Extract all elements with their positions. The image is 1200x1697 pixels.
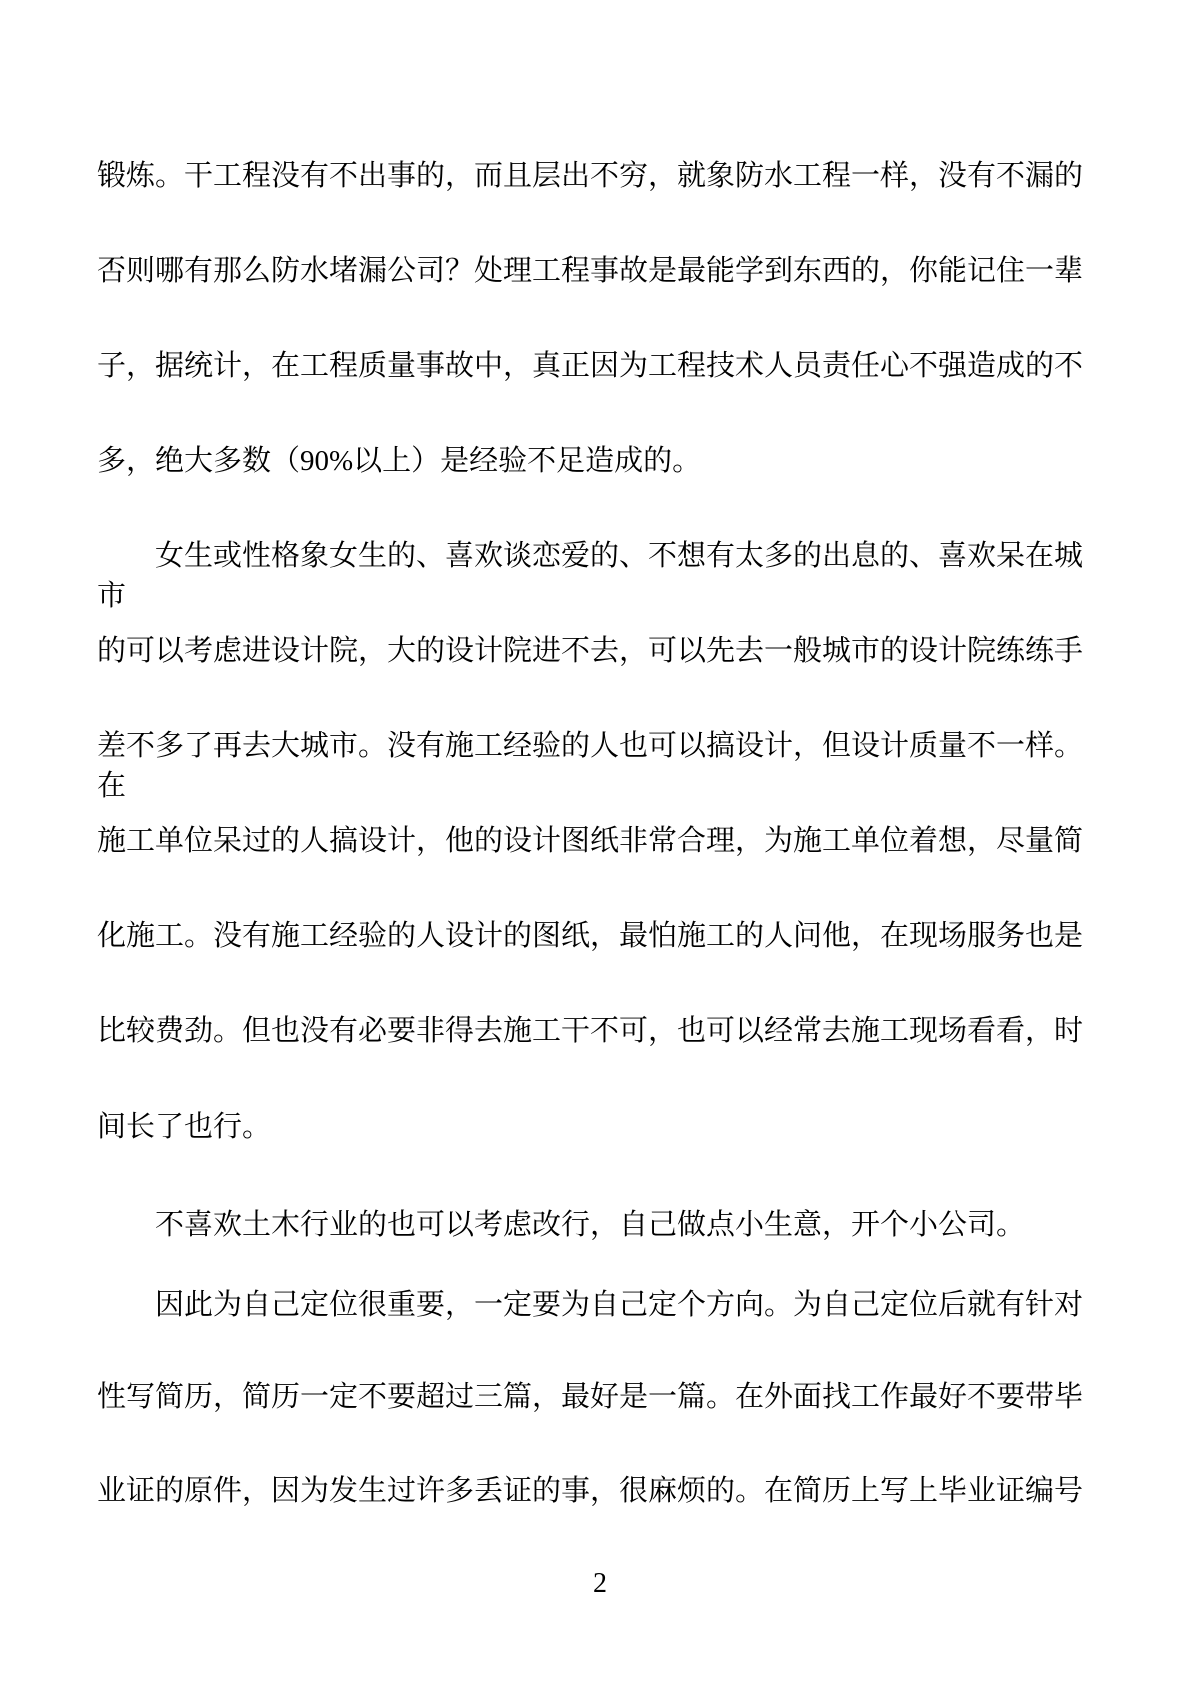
- text-line: 比较费劲。但也没有必要非得去施工干不可，也可以经常去施工现场看看，时: [97, 1015, 1084, 1047]
- text-line: 不喜欢土木行业的也可以考虑改行，自己做点小生意，开个小公司。: [97, 1209, 1026, 1241]
- text-line: 化施工。没有施工经验的人设计的图纸，最怕施工的人问他，在现场服务也是: [97, 920, 1084, 952]
- text-line: 性写简历，简历一定不要超过三篇，最好是一篇。在外面找工作最好不要带毕: [97, 1381, 1084, 1413]
- text-line: 差不多了再去大城市。没有施工经验的人也可以搞设计，但设计质量不一样。在: [97, 730, 1084, 802]
- text-line: 间长了也行。: [97, 1111, 272, 1143]
- text-line: 因此为自己定位很重要，一定要为自己定个方向。为自己定位后就有针对: [97, 1289, 1084, 1321]
- text-line: 业证的原件，因为发生过许多丢证的事，很麻烦的。在简历上写上毕业证编号: [97, 1475, 1084, 1507]
- text-line: 否则哪有那么防水堵漏公司？处理工程事故是最能学到东西的，你能记住一辈: [97, 255, 1084, 287]
- page-number: 2: [593, 1568, 607, 1599]
- text-line: 女生或性格象女生的、喜欢谈恋爱的、不想有太多的出息的、喜欢呆在城市: [97, 540, 1084, 612]
- text-line: 子，据统计，在工程质量事故中，真正因为工程技术人员责任心不强造成的不: [97, 350, 1084, 382]
- text-line: 的可以考虑进设计院，大的设计院进不去，可以先去一般城市的设计院练练手: [97, 635, 1084, 667]
- text-line: 施工单位呆过的人搞设计，他的设计图纸非常合理，为施工单位着想，尽量简: [97, 825, 1084, 857]
- text-line: 多，绝大多数（90%以上）是经验不足造成的。: [97, 445, 702, 477]
- text-line: 锻炼。干工程没有不出事的，而且层出不穷，就象防水工程一样，没有不漏的: [97, 160, 1084, 192]
